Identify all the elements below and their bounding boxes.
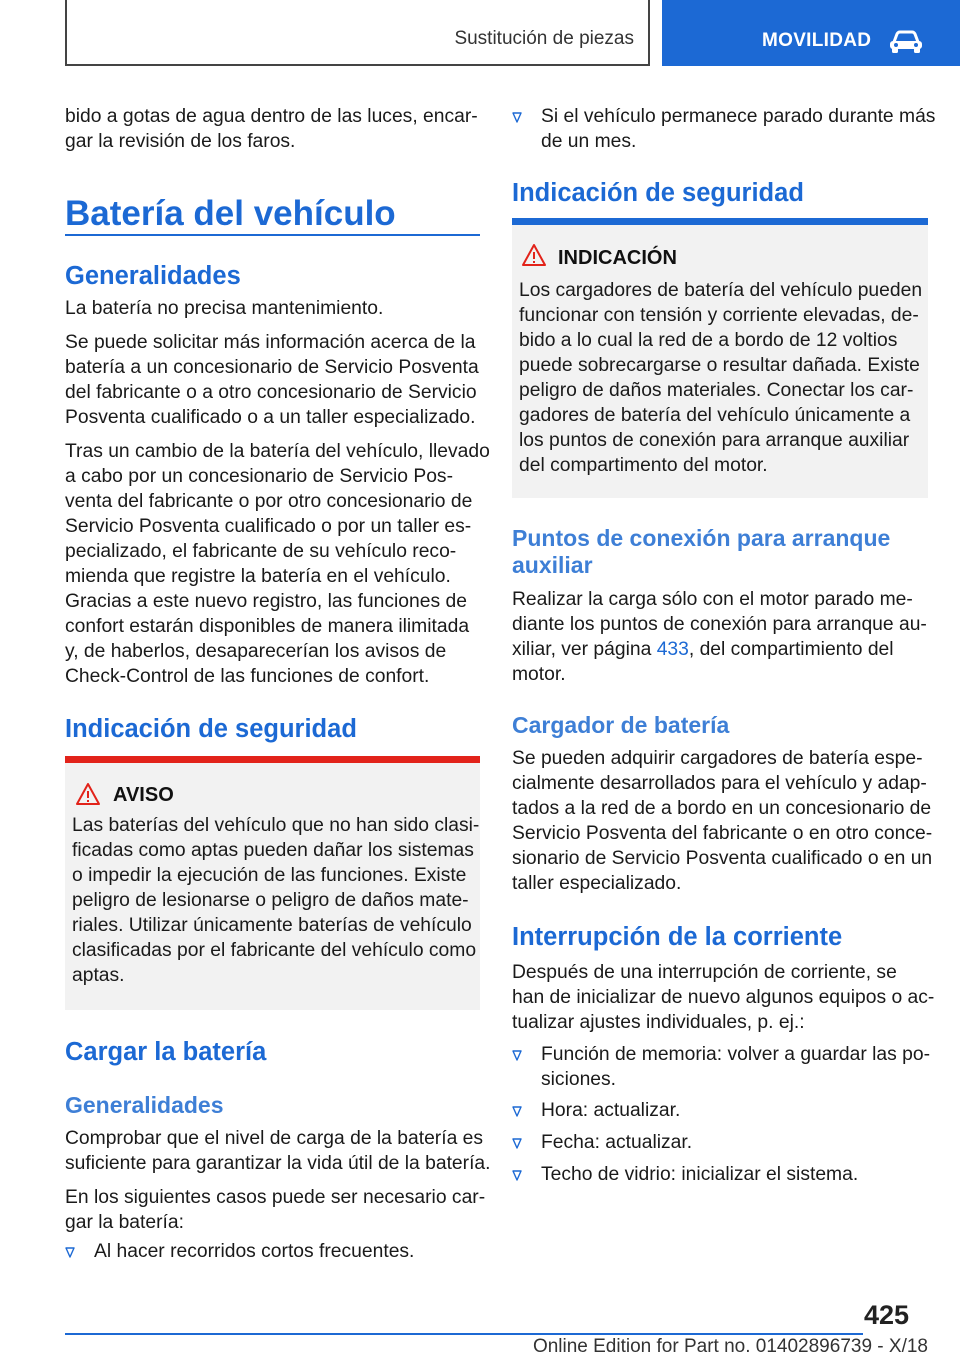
- section-heading-generalidades: Generalidades: [65, 262, 241, 290]
- notice-bar: [512, 218, 928, 225]
- warning-line: clasificadas por el fabricante del vehículo como: [72, 940, 477, 961]
- paragraph-line: tualizar ajustes individuales, p. ej.:: [512, 1012, 805, 1033]
- paragraph-line: confort estarán disponibles de manera ilimitada: [65, 616, 470, 637]
- notice-title: INDICACIÓN: [558, 247, 677, 269]
- list-item-text: Hora: actualizar.: [541, 1100, 681, 1121]
- warning-line: riales. Utilizar únicamente baterías de vehículo: [72, 915, 472, 936]
- paragraph-line: pecializado, el fabricante de su vehículo reco-: [65, 541, 457, 562]
- intro-line-2: gar la revisión de los faros.: [65, 131, 296, 152]
- paragraph-line: mienda que registre la batería en el vehículo.: [65, 566, 451, 587]
- text-segment: xiliar, ver página: [512, 639, 657, 660]
- section-heading-safety: Indicación de seguridad: [512, 179, 804, 207]
- warning-triangle-icon: [75, 782, 101, 806]
- warning-line: peligro de lesionarse o peligro de daños mate-: [72, 890, 469, 911]
- section-heading-charge: Cargar la batería: [65, 1038, 267, 1066]
- warning-line: ficadas como aptas pueden dañar los sistemas: [72, 840, 474, 861]
- subheading-generalidades: Generalidades: [65, 1092, 224, 1118]
- paragraph-line: Tras un cambio de la batería del vehículo, llevado: [65, 441, 490, 462]
- paragraph-line: Posventa cualificado o a un taller especializado.: [65, 407, 476, 428]
- list-item-text: Techo de vidrio: inicializar el sistema.: [541, 1164, 859, 1185]
- car-icon: [888, 30, 924, 54]
- paragraph-line: [512, 637, 894, 663]
- notice-line: peligro de daños materiales. Conectar los car-: [519, 380, 914, 401]
- warning-line: aptas.: [72, 965, 125, 986]
- paragraph-line: Servicio Posventa cualificado o por un taller es-: [65, 516, 472, 537]
- bullet-triangle-icon: [65, 1247, 75, 1258]
- warning-title: AVISO: [113, 784, 174, 806]
- paragraph-line: a cabo por un concesionario de Servicio Pos-: [65, 466, 453, 487]
- header-chapter-label: MOVILIDAD: [762, 30, 872, 51]
- paragraph-line: tados a la red de a bordo en un concesionario de: [512, 798, 932, 819]
- paragraph-line: suficiente para garantizar la vida útil de la batería.: [65, 1153, 491, 1174]
- paragraph-line: Check-Control de las funciones de confort.: [65, 666, 430, 687]
- page-header: [0, 0, 960, 66]
- subheading-jump-start: Puntos de conexión para arranque: [512, 525, 891, 551]
- page-title: Batería del vehículo: [65, 194, 396, 233]
- header-section-frame: [65, 0, 650, 66]
- title-rule: [65, 234, 480, 236]
- text-segment: , del compartimiento del: [688, 639, 894, 660]
- bullet-triangle-icon: [512, 1106, 522, 1117]
- footer-rule: [65, 1333, 863, 1335]
- paragraph-line: Se pueden adquirir cargadores de batería espe-: [512, 748, 923, 769]
- warning-triangle-icon: [521, 243, 547, 267]
- notice-line: puede sobrecargarse o resultar dañada. Existe: [519, 355, 920, 376]
- paragraph-line: batería a un concesionario de Servicio Posventa: [65, 357, 479, 378]
- paragraph-line: Realizar la carga sólo con el motor parado me-: [512, 589, 913, 610]
- list-item-text: Si el vehículo permanece parado durante más: [541, 106, 936, 127]
- subheading-jump-start-cont: auxiliar: [512, 552, 593, 578]
- notice-line: los puntos de conexión para arranque auxiliar: [519, 430, 910, 451]
- notice-line: Los cargadores de batería del vehículo pueden: [519, 280, 923, 301]
- paragraph-line: taller especializado.: [512, 873, 682, 894]
- paragraph-line: Se puede solicitar más información acerca de la: [65, 332, 476, 353]
- paragraph-line: cialmente desarrollados para el vehículo y adap-: [512, 773, 927, 794]
- paragraph-line: Gracias a este nuevo registro, las funciones de: [65, 591, 467, 612]
- warning-bar: [65, 756, 480, 763]
- notice-line: del compartimento del motor.: [519, 455, 768, 476]
- paragraph-line: Servicio Posventa del fabricante o en otro conce-: [512, 823, 933, 844]
- bullet-triangle-icon: [512, 1050, 522, 1061]
- list-item-text-cont: de un mes.: [541, 131, 637, 152]
- paragraph-line: diante los puntos de conexión para arranque au-: [512, 614, 927, 635]
- paragraph-line: Comprobar que el nivel de carga de la batería es: [65, 1128, 484, 1149]
- subheading-charger: Cargador de batería: [512, 712, 730, 738]
- notice-line: bido a lo cual la red de a bordo de 12 voltios: [519, 330, 898, 351]
- page-number: 425: [864, 1300, 910, 1330]
- page-reference-link[interactable]: 433: [656, 639, 689, 660]
- paragraph-line: Después de una interrupción de corriente, se: [512, 962, 897, 983]
- section-heading-safety: Indicación de seguridad: [65, 715, 357, 743]
- paragraph-line: y, de haberlos, desaparecerían los avisos de: [65, 641, 447, 662]
- bullet-triangle-icon: [512, 1138, 522, 1149]
- list-item-text: Fecha: actualizar.: [541, 1132, 693, 1153]
- paragraph-line: En los siguientes casos puede ser necesario car-: [65, 1187, 486, 1208]
- warning-line: o impedir la ejecución de las funciones. Existe: [72, 865, 467, 886]
- notice-callout: [512, 218, 928, 498]
- intro-line-1: bido a gotas de agua dentro de las luces, encar-: [65, 106, 478, 127]
- paragraph-line: venta del fabricante o por otro concesionario de: [65, 491, 473, 512]
- notice-line: funcionar con tensión y corriente elevadas, de-: [519, 305, 919, 326]
- header-section-title: Sustitución de piezas: [454, 28, 634, 49]
- footer-edition: Online Edition for Part no. 01402896739 - X/18: [532, 1336, 928, 1357]
- warning-callout: [65, 756, 480, 1010]
- bullet-triangle-icon: [512, 112, 522, 123]
- paragraph-line: La batería no precisa mantenimiento.: [65, 298, 384, 319]
- section-heading-power-interruption: Interrupción de la corriente: [512, 923, 843, 951]
- paragraph-line: han de inicializar de nuevo algunos equipos o ac-: [512, 987, 935, 1008]
- paragraph-line: motor.: [512, 664, 566, 685]
- list-item-text-cont: siciones.: [541, 1069, 617, 1090]
- header-chapter-tab[interactable]: [662, 0, 960, 66]
- paragraph-line: del fabricante o a otro concesionario de Servicio: [65, 382, 477, 403]
- warning-line: Las baterías del vehículo que no han sido clasi-: [72, 815, 480, 836]
- paragraph-line: sionario de Servicio Posventa cualificado o en un: [512, 848, 933, 869]
- paragraph-line: gar la batería:: [65, 1212, 184, 1233]
- list-item-text: Función de memoria: volver a guardar las po-: [541, 1044, 931, 1065]
- list-item-text: Al hacer recorridos cortos frecuentes.: [94, 1241, 415, 1262]
- notice-line: gadores de batería del vehículo únicamente a: [519, 405, 911, 426]
- bullet-triangle-icon: [512, 1170, 522, 1181]
